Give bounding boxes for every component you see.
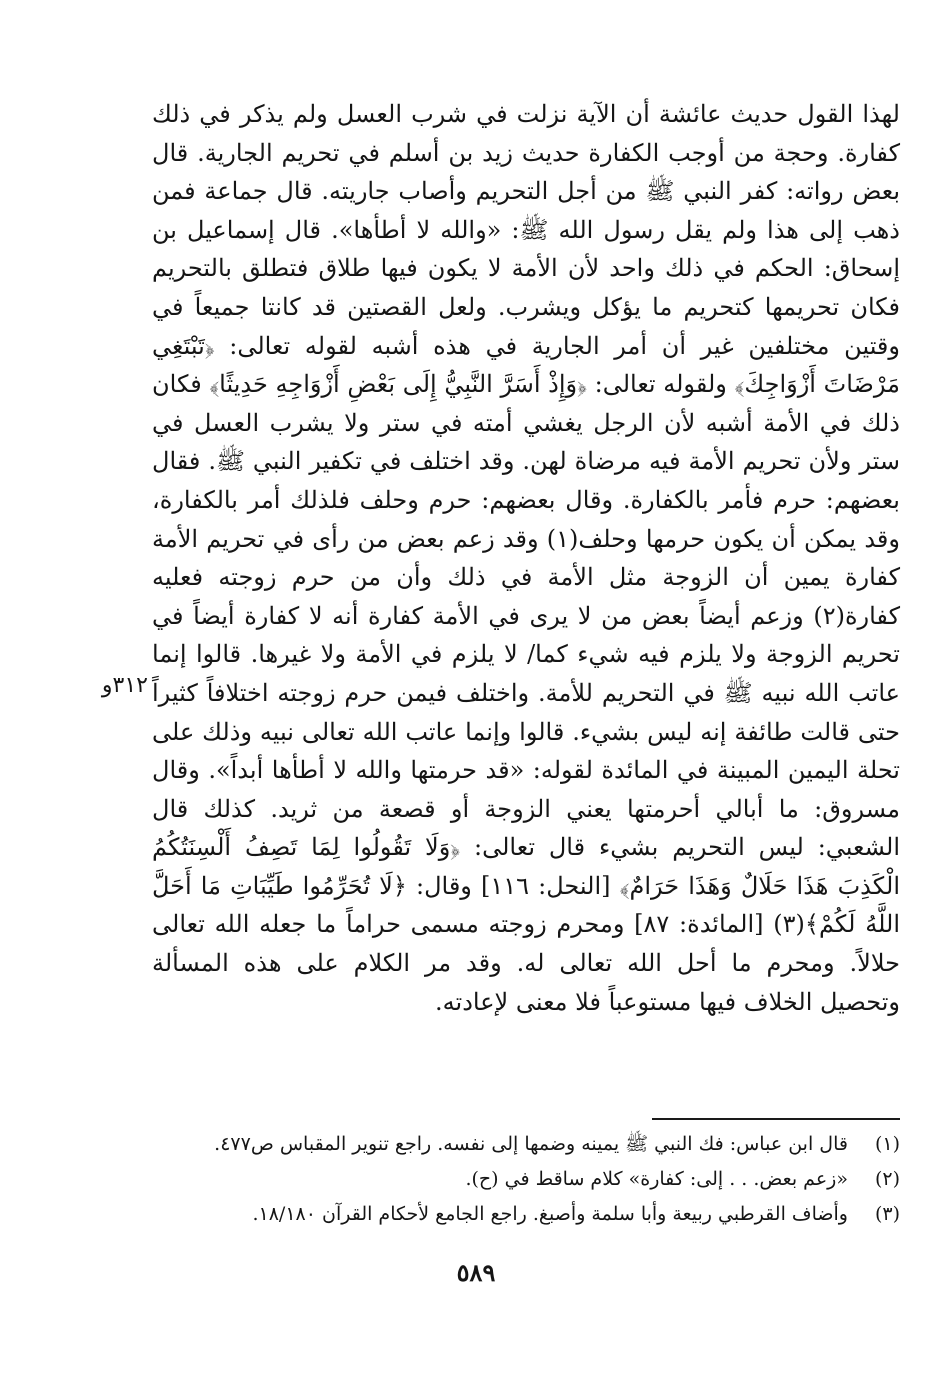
manuscript-folio-note: ٣١٢و — [101, 673, 148, 698]
footnote-separator — [652, 1118, 900, 1120]
footnote-number: (١) — [874, 1133, 900, 1155]
footnote-2 — [152, 1162, 900, 1197]
footnote-text: وأضاف القرطبي ربيعة وأبا سلمة وأصبغ. راجع الجامع لأحكام القرآن ١٨/١٨٠. — [252, 1203, 848, 1225]
footnote-number: (٢) — [874, 1168, 900, 1190]
main-paragraph: لهذا القول حديث عائشة أن الآية نزلت في شرب العسل ولم يذكر في ذلك كفارة. وحجة من أوجب الكفارة حديث زيد بن أسلم في تحريم الجارية. قال بعض رواته: كفر النبي ﷺ من أجل التحريم وأصاب جاريته. قال جماعة فمن ذهب إلى هذا ولم يقل رسول الله ﷺ: «والله لا أطأها». قال إسماعيل بن إسحاق: الحكم في ذلك واحد لأن الأمة لا يكون فيها طلاق فتطلق بالتحريم فكان تحريمها كتحريم ما يؤكل ويشرب. ولعل القصتين قد كانتا جميعاً في وقتين مختلفين غير أن أمر الجارية في هذه أشبه لقوله تعالى: ﴿تَبْتَغِي مَرْضَاتَ أَزْوَاجِكَ﴾ ولقوله تعالى: ﴿وَإِذْ أَسَرَّ النَّبِيُّ إِلَى بَعْضِ أَزْوَاجِهِ حَدِيثًا﴾ فكان ذلك في الأمة أشبه لأن الرجل يغشي أمته في ستر ولا يشرب العسل في ستر ولأن تحريم الأمة فيه مرضاة لهن. وقد اختلف في تكفير النبي ﷺ. فقال بعضهم: حرم فأمر بالكفارة. وقال بعضهم: حرم وحلف فلذلك أمر بالكفارة، وقد يمكن أن يكون حرمها وحلف(١) وقد زعم بعض من رأى في تحريم الأمة كفارة يمين أن الزوجة مثل الأمة في ذلك وأن من حرم زوجته فعليه كفارة(٢) وزعم أيضاً بعض من لا يرى في الأمة كفارة أنه لا كفارة أيضاً في تحريم الزوجة ولا يلزم فيه شيء كما/ لا يلزم في الأمة ولا غيرها. قالوا إنما عاتب الله نبيه ﷺ في التحريم للأمة. واختلف فيمن حرم زوجته اختلافاً كثيراً حتى قالت طائفة إنه ليس بشيء. قالوا وإنما عاتب الله تعالى نبيه وذلك على تحلة اليمين المبينة في المائدة لقوله: «قد حرمتها والله لا أطأها أبداً». وقال مسروق: ما أبالي أحرمتها يعني الزوجة أو قصعة من ثريد. كذلك قال الشعبي: ليس التحريم بشيء قال تعالى: ﴿وَلَا تَقُولُوا لِمَا تَصِفُ أَلْسِنَتُكُمُ الْكَذِبَ هَذَا حَلَالٌ وَهَذَا حَرَامٌ﴾ [النحل: ١١٦] وقال: ﴿لَا تُحَرِّمُوا طَيِّبَاتِ مَا أَحَلَّ اللَّهُ لَكُمْ﴾(٣) [المائدة: ٨٧] ومحرم زوجته مسمى حراماً ما جعله الله تعالى حلالاً. ومحرم ما أحل الله تعالى له. وقد مر الكلام على هذه المسألة وتحصيل الخلاف فيها مستوعباً فلا معنى لإعادته. — [152, 100, 901, 1016]
footnote-number: (٣) — [874, 1203, 900, 1225]
page-number: ٥٨٩ — [456, 1258, 496, 1287]
footnote-1 — [152, 1127, 900, 1162]
footnote-3 — [152, 1197, 900, 1232]
footnote-text: قال ابن عباس: فك النبي ﷺ يمينه وضمها إلى نفسه. راجع تنوير المقباس ص٤٧٧. — [214, 1133, 848, 1155]
main-text-block — [152, 95, 900, 1021]
footnote-text: «زعم بعض. . . إلى: كفارة» كلام ساقط في (ح). — [465, 1168, 848, 1190]
footnotes — [152, 1127, 900, 1232]
